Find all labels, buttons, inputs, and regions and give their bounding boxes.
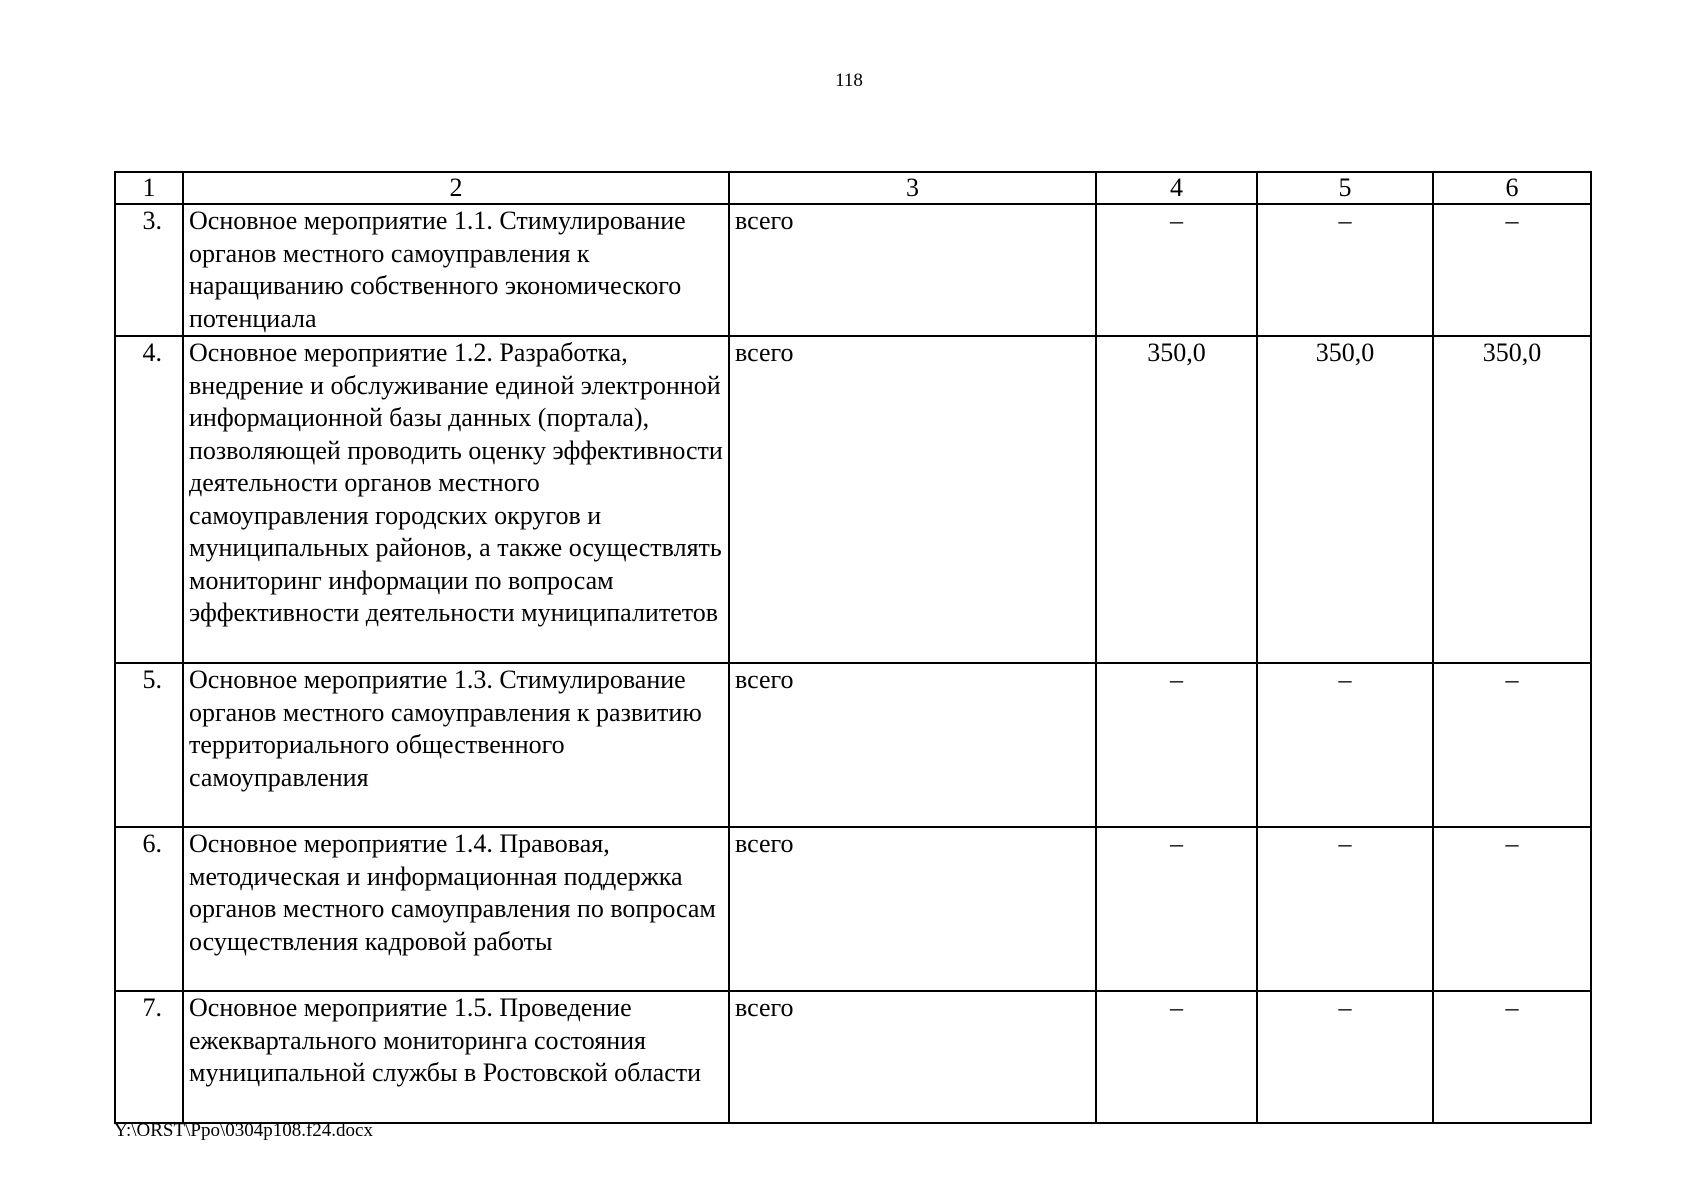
value-col-4: –	[1096, 827, 1257, 991]
funding-table	[114, 171, 1592, 1124]
value-col-6: –	[1433, 663, 1591, 827]
value-col-5: –	[1257, 827, 1433, 991]
column-header: 4	[1096, 172, 1257, 204]
value-col-6: 350,0	[1433, 336, 1591, 663]
value-col-4: 350,0	[1096, 336, 1257, 663]
value-col-6: –	[1433, 991, 1591, 1123]
table-header-row	[115, 172, 1591, 204]
column-header: 3	[729, 172, 1096, 204]
value-col-4: –	[1096, 204, 1257, 336]
column-header: 6	[1433, 172, 1591, 204]
activity-name: Основное мероприятие 1.2. Разработка, внедрение и обслуживание единой электронной информационной базы данных (портала), позволяющей проводить оценку эффективности деятельности органов местного самоуправления городских округов и муниципальных районов, а также осуществлять мониторинг информации по вопросам эффективности деятельности муниципалитетов	[183, 336, 729, 663]
column-header: 1	[115, 172, 183, 204]
table-row	[115, 663, 1591, 827]
table-row	[115, 336, 1591, 663]
funding-source: всего	[729, 827, 1096, 991]
value-col-4: –	[1096, 663, 1257, 827]
value-col-6: –	[1433, 827, 1591, 991]
funding-source: всего	[729, 991, 1096, 1123]
value-col-5: –	[1257, 991, 1433, 1123]
row-number: 6.	[115, 827, 183, 991]
table-row	[115, 991, 1591, 1123]
row-number: 7.	[115, 991, 183, 1123]
activity-name: Основное мероприятие 1.5. Проведение ежеквартального мониторинга состояния муниципальной службы в Ростовской области	[183, 991, 729, 1123]
funding-source: всего	[729, 663, 1096, 827]
column-header: 5	[1257, 172, 1433, 204]
value-col-5: –	[1257, 663, 1433, 827]
column-header: 2	[183, 172, 729, 204]
activity-name: Основное мероприятие 1.4. Правовая, методическая и информационная поддержка органов местного самоуправления по вопросам осуществления кадровой работы	[183, 827, 729, 991]
table-row	[115, 827, 1591, 991]
row-number: 5.	[115, 663, 183, 827]
activity-name: Основное мероприятие 1.1. Стимулирование органов местного самоуправления к наращиванию собственного экономического потенциала	[183, 204, 729, 336]
funding-source: всего	[729, 336, 1096, 663]
row-number: 3.	[115, 204, 183, 336]
value-col-4: –	[1096, 991, 1257, 1123]
activity-name: Основное мероприятие 1.3. Стимулирование органов местного самоуправления к развитию территориального общественного самоуправления	[183, 663, 729, 827]
table-row	[115, 204, 1591, 336]
funding-source: всего	[729, 204, 1096, 336]
value-col-5: 350,0	[1257, 336, 1433, 663]
page-number: 118	[835, 70, 863, 91]
value-col-6: –	[1433, 204, 1591, 336]
footer-file-path: Y:\ORST\Ppo\0304p108.f24.docx	[114, 1120, 373, 1141]
row-number: 4.	[115, 336, 183, 663]
value-col-5: –	[1257, 204, 1433, 336]
